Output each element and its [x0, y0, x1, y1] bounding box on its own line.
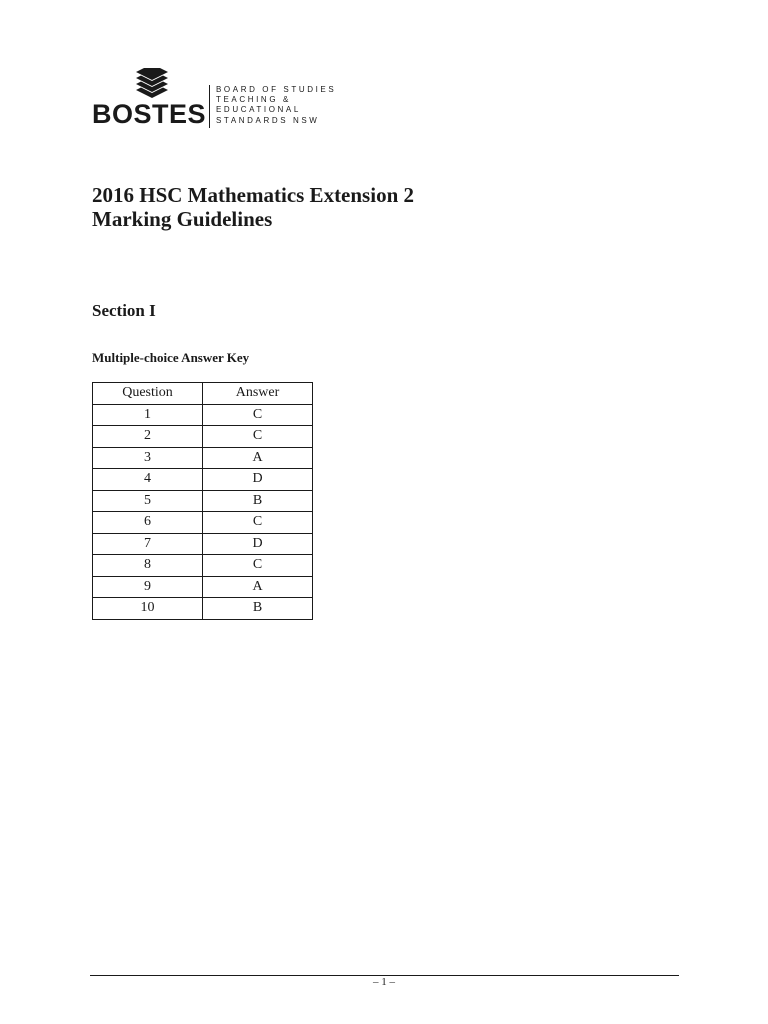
answer-cell: C	[203, 512, 313, 534]
question-cell: 8	[93, 555, 203, 577]
table-row	[93, 490, 313, 512]
table-row	[93, 533, 313, 555]
document-title-line2: Marking Guidelines	[92, 207, 273, 231]
answer-column-header: Answer	[203, 383, 313, 405]
table-header-row	[93, 383, 313, 405]
stacked-layers-logo-icon	[130, 68, 174, 98]
answer-cell: D	[203, 469, 313, 491]
question-cell: 1	[93, 404, 203, 426]
logo-line: BOARD OF STUDIES	[216, 85, 337, 94]
table-row	[93, 404, 313, 426]
table-row	[93, 576, 313, 598]
answer-cell: B	[203, 598, 313, 620]
logo-organization-name	[216, 85, 336, 126]
logo-line: TEACHING &	[216, 95, 291, 105]
answer-cell: C	[203, 404, 313, 426]
question-cell: 5	[93, 490, 203, 512]
answer-key-table	[92, 382, 313, 620]
answer-cell: B	[203, 490, 313, 512]
page-number: – 1 –	[373, 976, 395, 988]
answer-cell: C	[203, 426, 313, 448]
logo-line: EDUCATIONAL	[216, 105, 301, 115]
answer-cell: A	[203, 447, 313, 469]
answer-cell: A	[203, 576, 313, 598]
table-row	[93, 512, 313, 534]
question-column-header: Question	[93, 383, 203, 405]
table-row	[93, 598, 313, 620]
question-cell: 3	[93, 447, 203, 469]
question-cell: 6	[93, 512, 203, 534]
table-row	[93, 555, 313, 577]
bostes-logo	[92, 68, 352, 132]
table-row	[93, 426, 313, 448]
section-heading: Section I	[92, 301, 156, 320]
document-title-line1: 2016 HSC Mathematics Extension 2	[92, 183, 414, 207]
logo-wordmark: BOSTES	[92, 99, 207, 129]
question-cell: 4	[93, 469, 203, 491]
document-title	[92, 183, 414, 231]
logo-divider	[209, 85, 210, 128]
table-row	[93, 469, 313, 491]
table-row	[93, 447, 313, 469]
question-cell: 9	[93, 576, 203, 598]
answer-cell: D	[203, 533, 313, 555]
question-cell: 10	[93, 598, 203, 620]
answer-key-heading: Multiple-choice Answer Key	[92, 350, 250, 365]
logo-line: STANDARDS NSW	[216, 115, 320, 125]
question-cell: 2	[93, 426, 203, 448]
question-cell: 7	[93, 533, 203, 555]
answer-cell: C	[203, 555, 313, 577]
